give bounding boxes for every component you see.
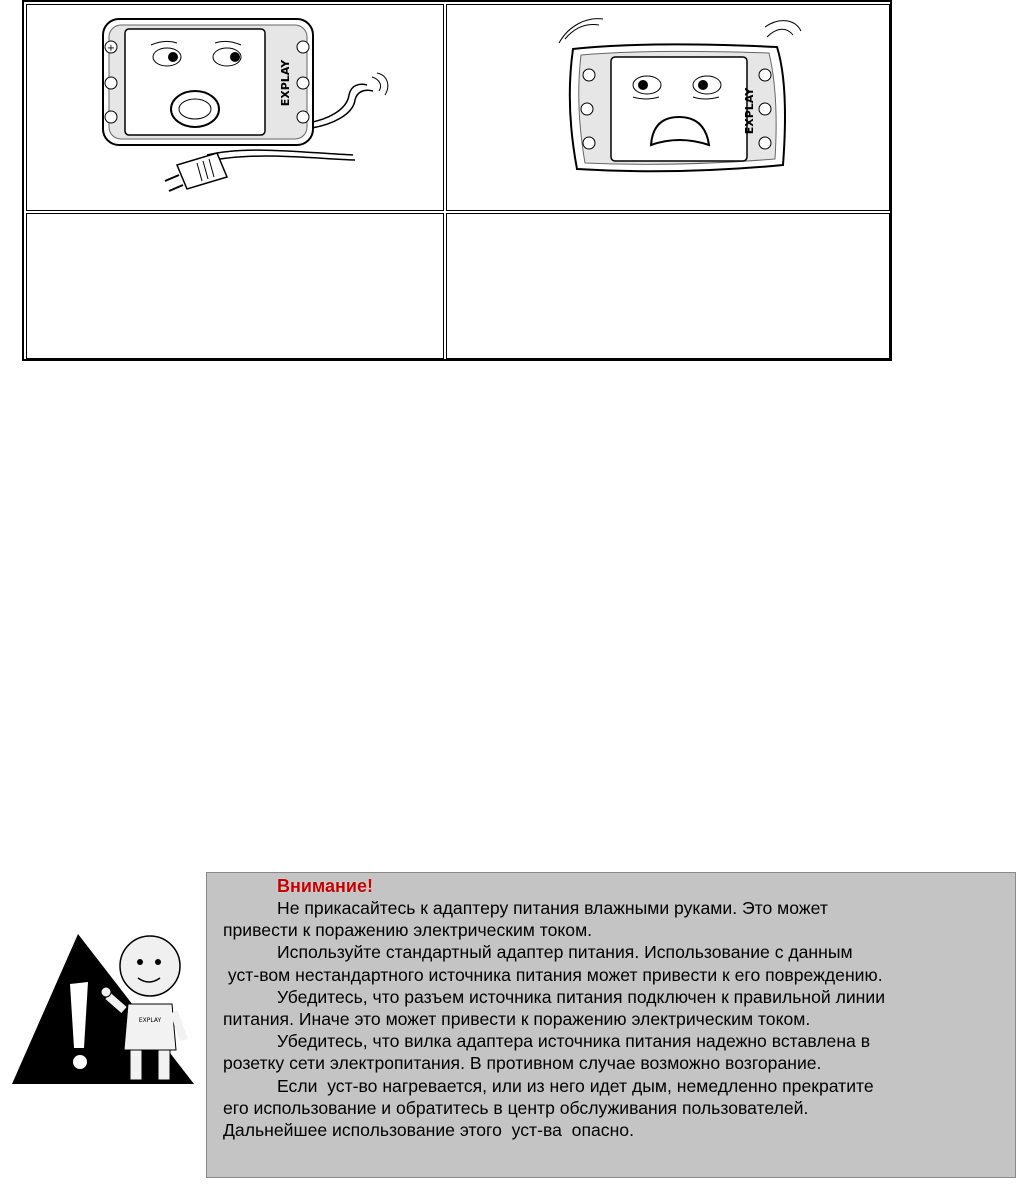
svg-text:EXPLAY: EXPLAY [743,87,756,135]
warning-paragraph [223,941,1005,985]
svg-text:EXPLAY: EXPLAY [279,59,292,107]
warning-title: Внимание! [277,876,373,896]
warning-line: привести к поражению электрическим током. [223,920,593,941]
caption-cell-right [446,213,890,359]
warning-line: питания. Иначе это может привести к поражению электрическим током. [223,1009,811,1030]
illustration-cell-overheat [446,4,890,211]
warning-line: розетку сети электропитания. В противном случае возможно возгорание. [223,1053,822,1074]
svg-text:EXPLAY: EXPLAY [138,1017,162,1024]
warning-line: Используйте стандартный адаптер питания. Использование с данным [277,942,853,963]
warning-line: Дальнейшее использование этого уст-ва опасно. [223,1120,634,1141]
warning-line: Убедитесь, что разъем источника питания подключен к правильной линии [277,986,886,1007]
caption-cell-left [26,213,444,359]
warning-line: его использование и обратитесь в центр обслуживания пользователей. [223,1097,809,1118]
warning-paragraph [223,1030,1005,1074]
warning-line: Если уст-во нагревается, или из него идет дым, немедленно прекратите [277,1075,874,1096]
warning-paragraph [223,1075,1005,1142]
svg-text:+: + [106,43,116,54]
robot-warning-icon [8,900,198,1096]
warning-line: Убедитесь, что вилка адаптера источника питания надежно вставлена в [277,1031,871,1052]
device-overheating-icon [447,5,891,212]
illustration-cell-plug [26,4,444,211]
warning-line: Не прикасайтесь к адаптеру питания влажными руками. Это может [277,898,828,918]
warning-box [206,872,1016,1178]
warning-paragraph [223,986,1005,1030]
warning-paragraph [223,897,1005,941]
warning-line: уст-вом нестандартного источника питания может привести к его повреждению. [223,964,883,985]
device-with-plug-icon [27,5,445,212]
illustration-table [22,0,892,361]
